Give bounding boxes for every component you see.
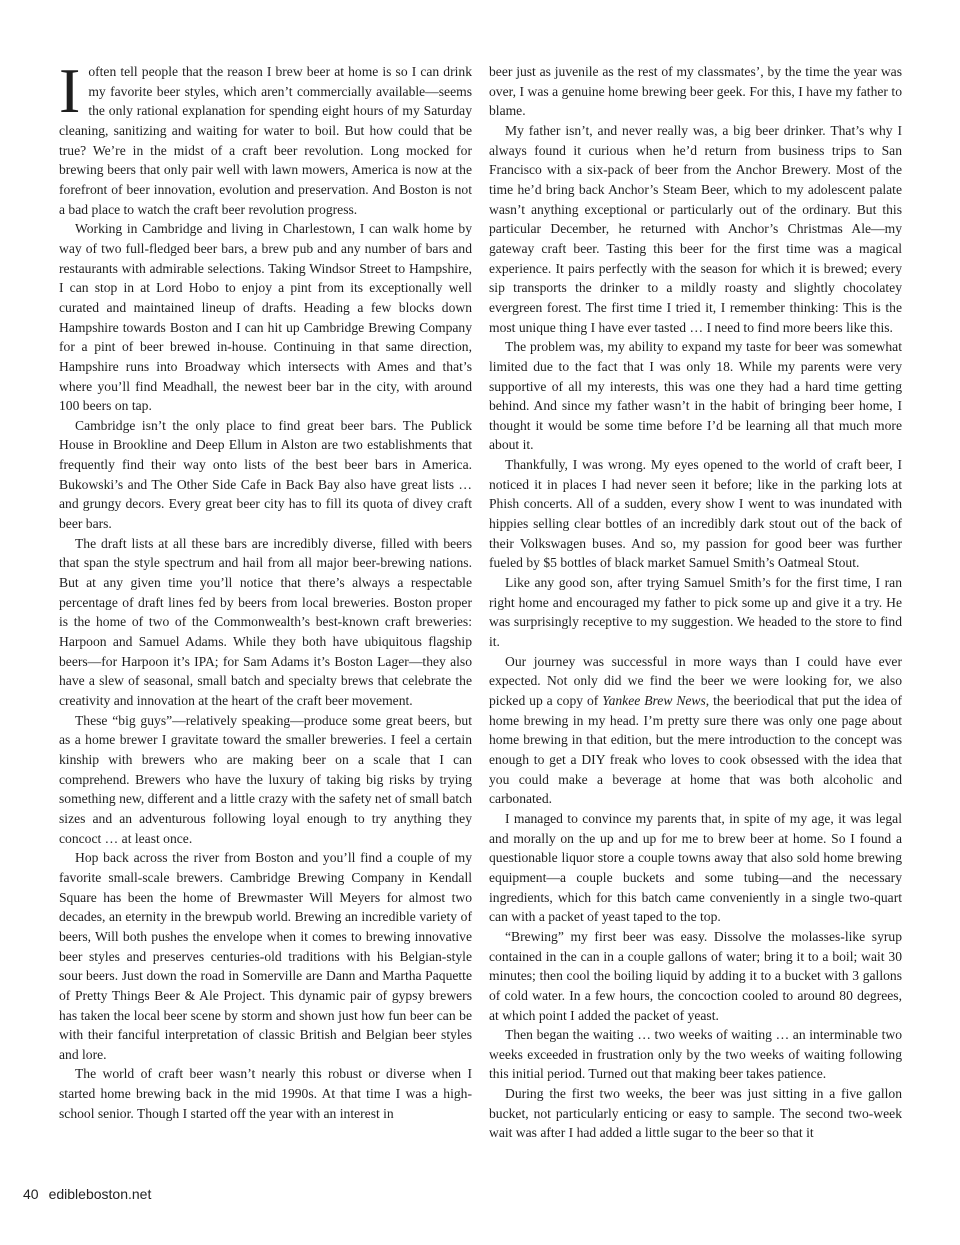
right-column	[489, 62, 902, 1143]
site-url: edibleboston.net	[48, 1186, 152, 1202]
paragraph: During the first two weeks, the beer was just sitting in a five gallon bucket, not particularly enticing or easy to sample. The second two-week wait was after I had added a little sugar to the beer so that it	[489, 1086, 902, 1141]
paragraph: Thankfully, I was wrong. My eyes opened to the world of craft beer, I noticed it in places I had never seen it before; like in the parking lots at Phish concerts. All of a sudden, every show I went to was inundated with hippies selling clear bottles of an incredibly dark stout out of the back of their Volkswagen buses. And so, my passion for good beer was further fueled by $5 bottles of black market Samuel Smith’s Oatmeal Stout.	[489, 457, 902, 571]
paragraph: The world of craft beer wasn’t nearly this robust or diverse when I started home brewing back in the mid 1990s. At that time I was a high-school senior. Though I started off the year with an interest in	[59, 1066, 472, 1121]
paragraph: I managed to convince my parents that, in spite of my age, it was legal and morally on the up and up for me to brew beer at home. So I found a questionable liquor store a couple towns away that also sold home brewing equipment—a couple buckets and some tubing—and the necessary ingredients, which for this batch came conveniently in a single two-quart can with a packet of yeast taped to the top.	[489, 810, 902, 925]
drop-cap: I	[59, 55, 81, 126]
paragraph: Then began the waiting … two weeks of waiting … an interminable two weeks exceeded in frustration only by the two weeks of waiting following this initial period. Turned out that making beer takes patience.	[489, 1027, 902, 1082]
paragraph: Hop back across the river from Boston and you’ll find a couple of my favorite small-scale brewers. Cambridge Brewing Company in Kendall Square has been the home of Brewmaster Will Meyers for almost two decades, an eternity in the brewpub world. Brewing an incredible variety of beers, Will both pushes the envelope when it comes to brewing innovative beer styles and preserves centuries-old traditions with his Belgian-style sour beers. Just down the road in Somerville are Dann and Martha Paquette of Pretty Things Beer & Ale Project. This dynamic pair of gypsy brewers has taken the local beer scene by storm and shown just how fun beer can be with their fanciful interpretation of classic British and Belgian beer styles and lore.	[59, 850, 472, 1062]
paragraph: The problem was, my ability to expand my taste for beer was somewhat limited due to the fact that I was only 18. While my parents were very supportive of all my interests, this was one they had a hard time getting behind. And since my father wasn’t in the habit of bringing beer home, I thought it would be some time before I’d be learning all that much more about it.	[489, 339, 902, 453]
paragraph: Like any good son, after trying Samuel Smith’s for the first time, I ran right home and encouraged my father to pick some up and give it a try. He was surprisingly receptive to my suggestion. We headed to the store to find it.	[489, 575, 902, 650]
page-number: 40	[23, 1186, 39, 1202]
paragraph: My father isn’t, and never really was, a big beer drinker. That’s why I always found it curious when he’d return from business trips to San Francisco with a six-pack of beer from the Anchor Brewery. Most of the time he’d bring back Anchor’s Steam Beer, which to my adolescent palate wasn’t anything exceptional or particularly out of the ordinary. But this particular December, he returned with Anchor’s Christmas Ale—my gateway craft beer. Tasting this beer for the first time was a magical experience. It pairs perfectly with the season for which it is brewed; every sip transports the drinker to a mildly roasty and slightly chocolatey evergreen forest. The first time I tried it, I remember thinking: This is the most unique thing I have ever tasted … I need to find more beers like this.	[489, 122, 902, 335]
left-column	[59, 55, 472, 1123]
paragraph-text: , the beeriodical that put the idea of home brewing in my head. I’m pretty sure there was only one page about home brewing in that edition, but the mere introduction to the concept was enough to get a DIY freak who loves to cook obsessed with the idea that you could make a beverage at home that was both alcoholic and carbonated.	[489, 693, 902, 807]
paragraph-continued: beer just as juvenile as the rest of my classmates’, by the time the year was over, I was a genuine home brewing beer geek. For this, I have my father to blame.	[489, 64, 902, 119]
paragraph: These “big guys”—relatively speaking—produce some great beers, but as a home brewer I gravitate toward the smaller breweries. I feel a certain kinship with brewers who are making beer on a scale that I can comprehend. Brewers who have the luxury of taking big risks by trying something new, different and a little crazy with the safety net of small batch sizes and an adventurous following loyal enough to try anything they concoct … at least once.	[59, 712, 472, 846]
paragraph: Working in Cambridge and living in Charlestown, I can walk home by way of two full-fledged beer bars, a brew pub and any number of bars and restaurants with admirable selections. Taking Windsor Street to Hampshire, I can stop in at Lord Hobo to enjoy a pint from its exceptionally well curated and maintained lineup of drafts. Heading a few blocks down Hampshire towards Boston and I can hit up Cambridge Brewing Company for a pint of beer brewed in-house. Continuing in that same direction, Hampshire runs into Broadway which intersects with Ames and that’s where you’ll find Meadhall, the newest beer bar in the city, with around 100 beers on tap.	[59, 221, 472, 414]
paragraph: The draft lists at all these bars are incredibly diverse, filled with beers that span the style spectrum and hail from all major beer-brewing nations. But at any given time you’ll notice that there’s always a respectable percentage of draft lines fed by beers from local breweries. Boston proper is the home of two of the Commonwealth’s best-known craft breweries: Harpoon and Samuel Adams. While they both have ubiquitous flagship beers—for Harpoon it’s IPA; for Sam Adams it’s Boston Lager—they also have a slew of seasonal, small batch and specialty brews that celebrate the creativity and innovation at the heart of the craft beer movement.	[59, 535, 472, 708]
paragraph-intro	[59, 55, 472, 219]
page-footer	[23, 1186, 151, 1202]
paragraph: “Brewing” my first beer was easy. Dissolve the molasses-like syrup contained in the can in a couple gallons of water; bring it to a boil; wait 30 minutes; then cool the boiling liquid by adding it to a bucket with 3 gallons of cold water. In a few hours, the concoction cooled to around 80 degrees, at which point I added the packet of yeast.	[489, 928, 902, 1023]
paragraph	[489, 652, 902, 809]
publication-title: Yankee Brew News	[602, 693, 706, 708]
paragraph: Cambridge isn’t the only place to find great beer bars. The Publick House in Brookline and Deep Ellum in Alston are two establishments that frequently find their way onto lists of the best beer bars in America. Bukowski’s and The Other Side Cafe in Back Bay also have great lists … and grungy decors. Every great beer city has to fill its quota of divey craft beer bars.	[59, 417, 472, 532]
paragraph-text: often tell people that the reason I brew beer at home is so I can drink my favorite beer styles, which aren’t commercially available—seems the only rational explanation for spending eight hours of my Saturday cleaning, sanitizing and waiting for water to boil. But how could that be true? We’re in the midst of a craft beer revolution. Long mocked for brewing beers that only pair well with lawn mowers, America is now at the forefront of beer innovation, evolution and preservation. And Boston is not a bad place to watch the craft beer revolution progress.	[59, 64, 472, 217]
paragraph-text: Our journey was successful in more ways than I could have ever expected. Not only did we find the beer we were looking for, we also picked up a copy of	[489, 653, 902, 708]
